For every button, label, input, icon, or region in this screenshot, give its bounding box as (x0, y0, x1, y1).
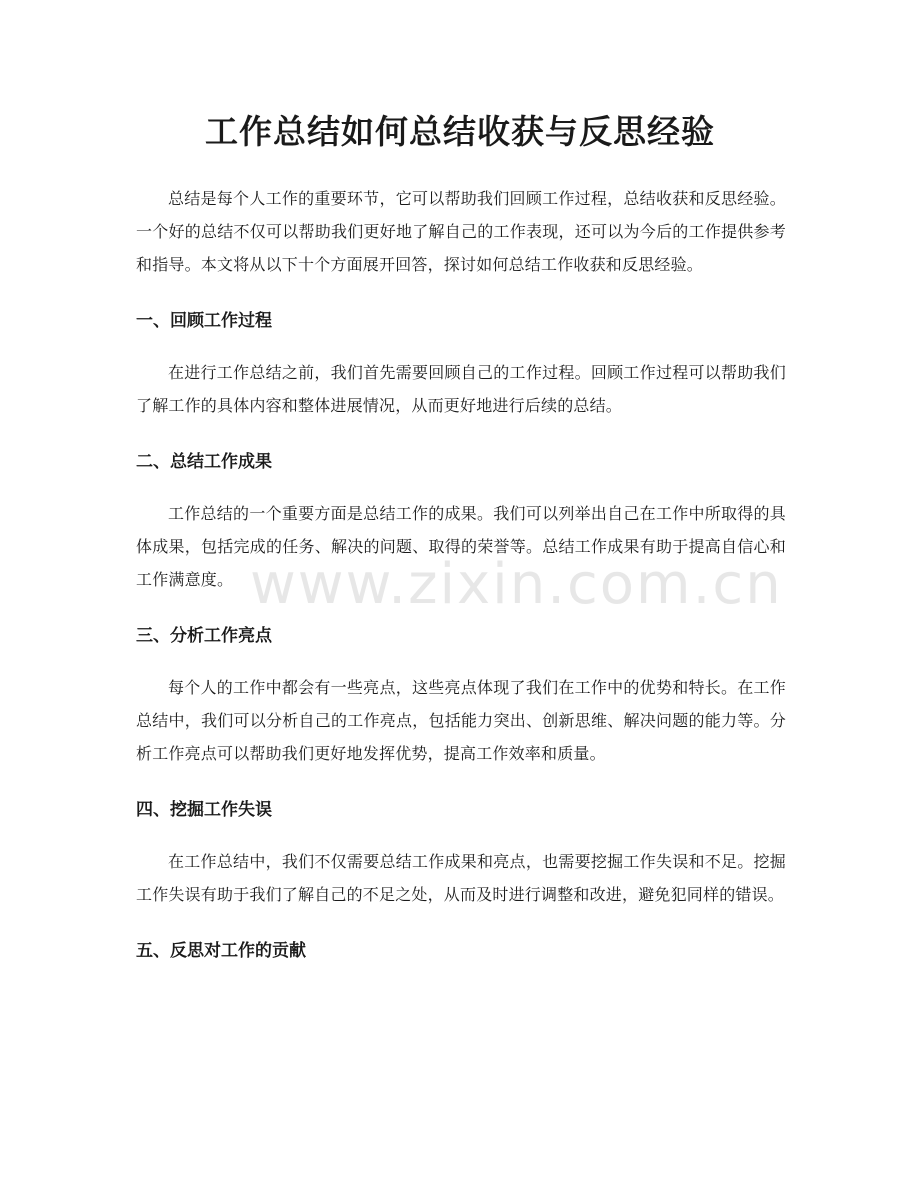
section-heading-5: 五、反思对工作的贡献 (136, 941, 306, 961)
watermark-text: www.zixin.com.cn (250, 552, 783, 617)
section-paragraph-4: 在工作总结中，我们不仅需要总结工作成果和亮点，也需要挖掘工作失误和不足。挖掘工作失误有助于我们了解自己的不足之处，从而及时进行调整和改进，避免犯同样的错误。 (136, 852, 786, 904)
document-title: 工作总结如何总结收获与反思经验 (205, 112, 715, 151)
section-paragraph-1: 在进行工作总结之前，我们首先需要回顾自己的工作过程。回顾工作过程可以帮助我们了解工作的具体内容和整体进展情况，从而更好地进行后续的总结。 (136, 363, 786, 415)
document-body (136, 182, 786, 986)
section-paragraph-3: 每个人的工作中都会有一些亮点，这些亮点体现了我们在工作中的优势和特长。在工作总结中，我们可以分析自己的工作亮点，包括能力突出、创新思维、解决问题的能力等。分析工作亮点可以帮助我们更好地发挥优势，提高工作效率和质量。 (136, 678, 786, 763)
section-heading-4: 四、挖掘工作失误 (136, 800, 272, 820)
section-heading-3: 三、分析工作亮点 (136, 626, 272, 646)
section-paragraph-2: 工作总结的一个重要方面是总结工作的成果。我们可以列举出自己在工作中所取得的具体成果，包括完成的任务、解决的问题、取得的荣誉等。总结工作成果有助于提高自信心和工作满意度。 (136, 504, 786, 589)
section-heading-1: 一、回顾工作过程 (136, 311, 272, 331)
intro-paragraph: 总结是每个人工作的重要环节，它可以帮助我们回顾工作过程，总结收获和反思经验。一个好的总结不仅可以帮助我们更好地了解自己的工作表现，还可以为今后的工作提供参考和指导。本文将从以下十个方面展开回答，探讨如何总结工作收获和反思经验。 (136, 189, 786, 274)
section-heading-2: 二、总结工作成果 (136, 452, 272, 472)
